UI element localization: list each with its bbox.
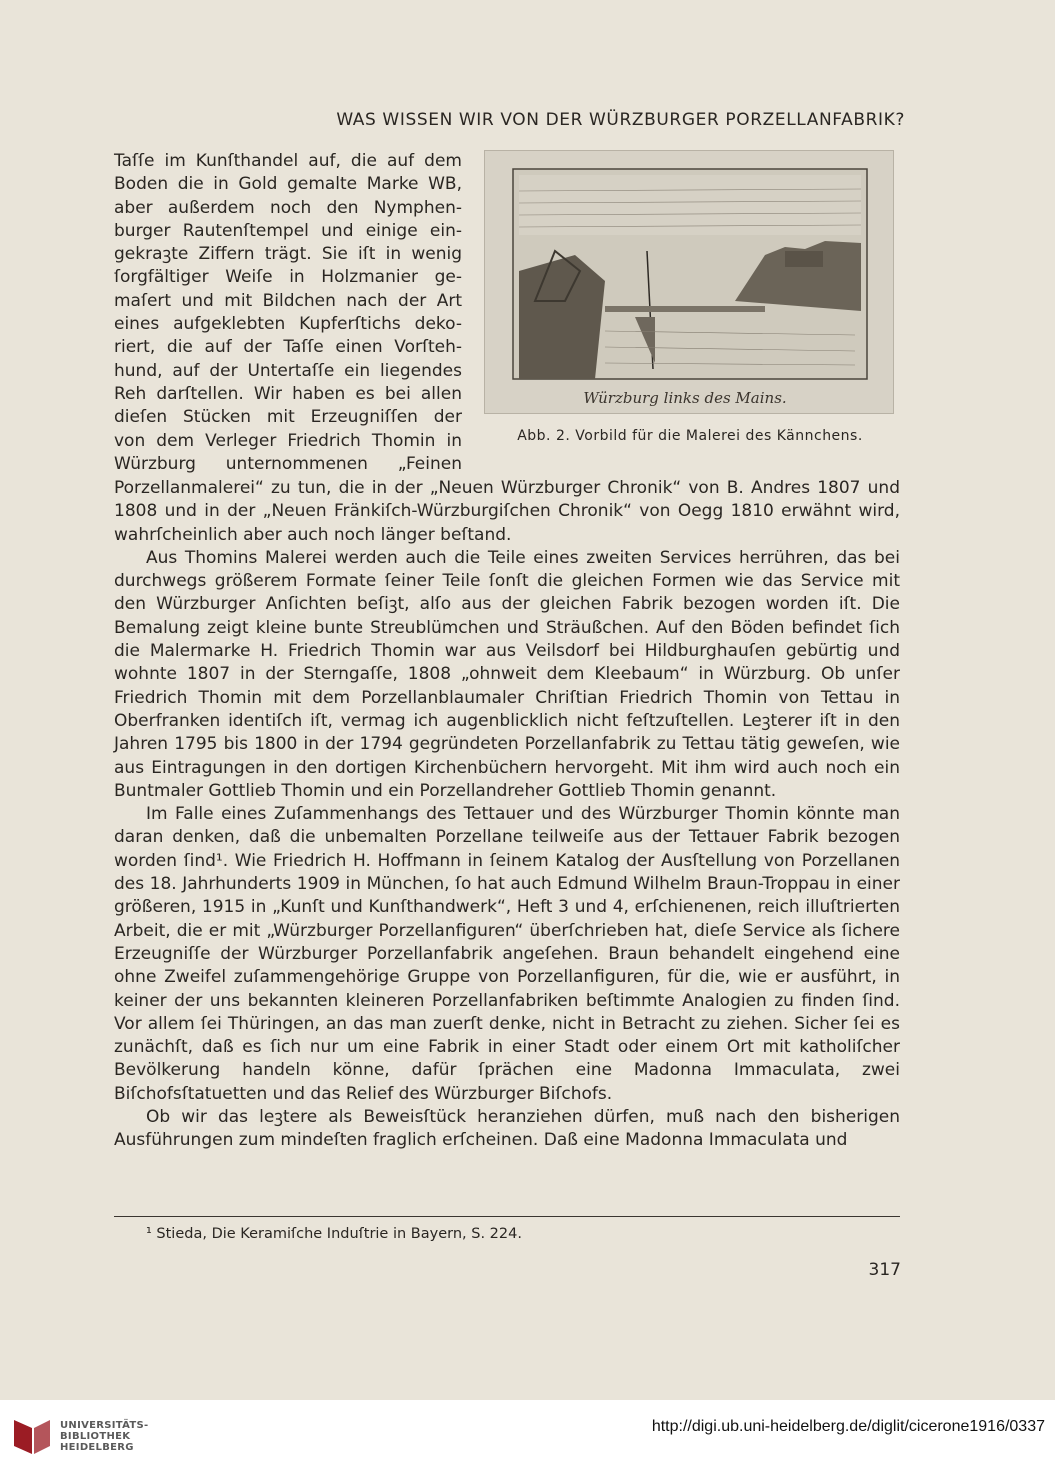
figure-abb-2: [484, 150, 896, 444]
text-line: Würzburg unternommenen „Feinen: [114, 453, 462, 474]
figure-caption: Abb. 2. Vorbild für die Malerei des Kännchens.: [517, 428, 863, 444]
text-line: eines aufgeklebten Kupferſtichs deko-: [114, 314, 462, 335]
engraving-inscription: Würzburg links des Mains.: [583, 389, 787, 407]
paragraph: Ob wir das leꝫtere als Beweisſtück heranziehen dürfen, muß nach den bisherigen Ausführungen zum mindeſten fraglich erſcheinen. Daß eine Madonna Immaculata und: [114, 1107, 900, 1151]
library-logo-icon: [10, 1414, 54, 1458]
engraving-image: [484, 150, 894, 414]
text-line: Taſſe im Kunſthandel auf, die auf dem: [114, 151, 462, 171]
text-line: hund, auf der Untertaſſe ein liegendes: [114, 360, 462, 381]
text-line: riert, die auf der Taſſe einen Vorſteh-: [114, 337, 462, 358]
wrapped-text-column: [114, 150, 462, 476]
footnote: ¹ Stieda, Die Keramiſche Induſtrie in Bayern, S. 224.: [146, 1226, 522, 1242]
text-line: gekraꝫte Ziffern trägt. Sie iſt in wenig: [114, 244, 462, 265]
source-url-link[interactable]: http://digi.ub.uni-heidelberg.de/diglit/cicerone1916/0337: [651, 1418, 1045, 1435]
text-line: von dem Verleger Friedrich Thomin in: [114, 430, 462, 451]
footnote-rule: [114, 1216, 900, 1217]
text-line: Boden die in Gold gemalte Marke WB,: [114, 174, 462, 195]
text-line: burger Rautenſtempel und einige ein-: [114, 220, 462, 241]
engraving-illustration: [485, 151, 893, 413]
text-line: Reh darſtellen. Wir haben es bei allen: [114, 383, 462, 404]
body-text: [114, 477, 900, 1153]
text-line: aber außerdem noch den Nymphen-: [114, 197, 462, 218]
page-number: 317: [868, 1260, 901, 1280]
running-head: WAS WISSEN WIR VON DER WÜRZBURGER PORZELLANFABRIK?: [336, 110, 905, 130]
paragraph: Im Falle eines Zuſammenhangs des Tettauer und des Würzburger Thomin könnte man daran denken, daß die unbemalten Porzellane teilweiſe aus der Tettauer Fabrik bezogen worden ſind¹. Wie Friedrich H. Hoffmann in ſeinem Katalog der Ausſtellung von Porzellanen des 18. Jahrhunderts 1909 in München, ſo hat auch Edmund Wilhelm Braun-Troppau in einer größeren, 1915 in „Kunſt und Kunſthandwerk“, Heft 3 und 4, erſchienenen, reich illuſtrierten Arbeit, die er mit „Würzburger Porzellanfiguren“ überſchrieben hat, dieſe Service als ſichere Erzeugniſſe der Würzburger Porzellanfabrik angeſehen. Braun behandelt eingehend eine ohne Zweifel zuſammengehörige Gruppe von Porzellanfiguren, für die, wie er ausführt, in keiner der uns bekannten kleineren Porzellanfabriken beſtimmte Analogien zu finden ſind. Vor allem ſei Thüringen, an das man zuerſt denke, nicht in Betracht zu ziehen. Sicher ſei es zunächſt, daß es ſich nur um eine Fabrik in einer Stadt oder einem Ort mit katholiſcher Bevölkerung handeln könne, dafür ſprächen eine Madonna Immaculata, zwei Biſchofsſtatuetten und das Relief des Würzburger Biſchofs.: [114, 804, 900, 1104]
digitization-footer: [0, 1400, 1055, 1481]
text-line: dieſen Stücken mit Erzeugniſſen der: [114, 407, 462, 428]
text-line: maſert und mit Bildchen nach der Art: [114, 290, 462, 311]
paragraph: Aus Thomins Malerei werden auch die Teile eines zweiten Services herrühren, das bei durchwegs größerem Formate ſeiner Teile ſonſt die gleichen Formen wie das Service mit den Würzburger Anſichten beſiꝫt, alſo aus der gleichen Fabrik bezogen worden iſt. Die Bemalung zeigt kleine bunte Streublümchen und Sträußchen. Auf den Böden befindet ſich die Malermarke H. Friedrich Thomin war aus Veilsdorf bei Hildburghauſen gebürtig und wohnte 1807 in der Sterngaſſe, 1808 „ohnweit dem Kleebaum“ in Würzburg. Ob unſer Friedrich Thomin mit dem Porzellanblaumaler Chriſtian Friedrich Thomin von Tettau in Oberfranken identiſch iſt, vermag ich augenblicklich nicht feſtzuſtellen. Leꝫterer iſt in den Jahren 1795 bis 1800 in der 1794 gegründeten Porzellanfabrik zu Tettau tätig geweſen, wie aus Eintragungen in den dortigen Kirchenbüchern hervorgeht. Mit ihm wird auch noch ein Buntmaler Gottlieb Thomin und ein Porzellandreher Gottlieb Thomin genannt.: [114, 547, 900, 801]
library-name: UNIVERSITÄTS- BIBLIOTHEK HEIDELBERG: [60, 1420, 149, 1453]
paragraph: Porzellanmalerei“ zu tun, die in der „Neuen Würzburger Chronik“ von B. Andres 1807 und 1808 und in der „Neuen Fränkiſch-Würzburgiſchen Chronik“ von Oegg 1810 erwähnt wird, wahrſcheinlich aber auch noch länger beſtand.: [114, 478, 900, 545]
text-line: ſorgfältiger Weiſe in Holzmanier ge-: [114, 267, 462, 288]
